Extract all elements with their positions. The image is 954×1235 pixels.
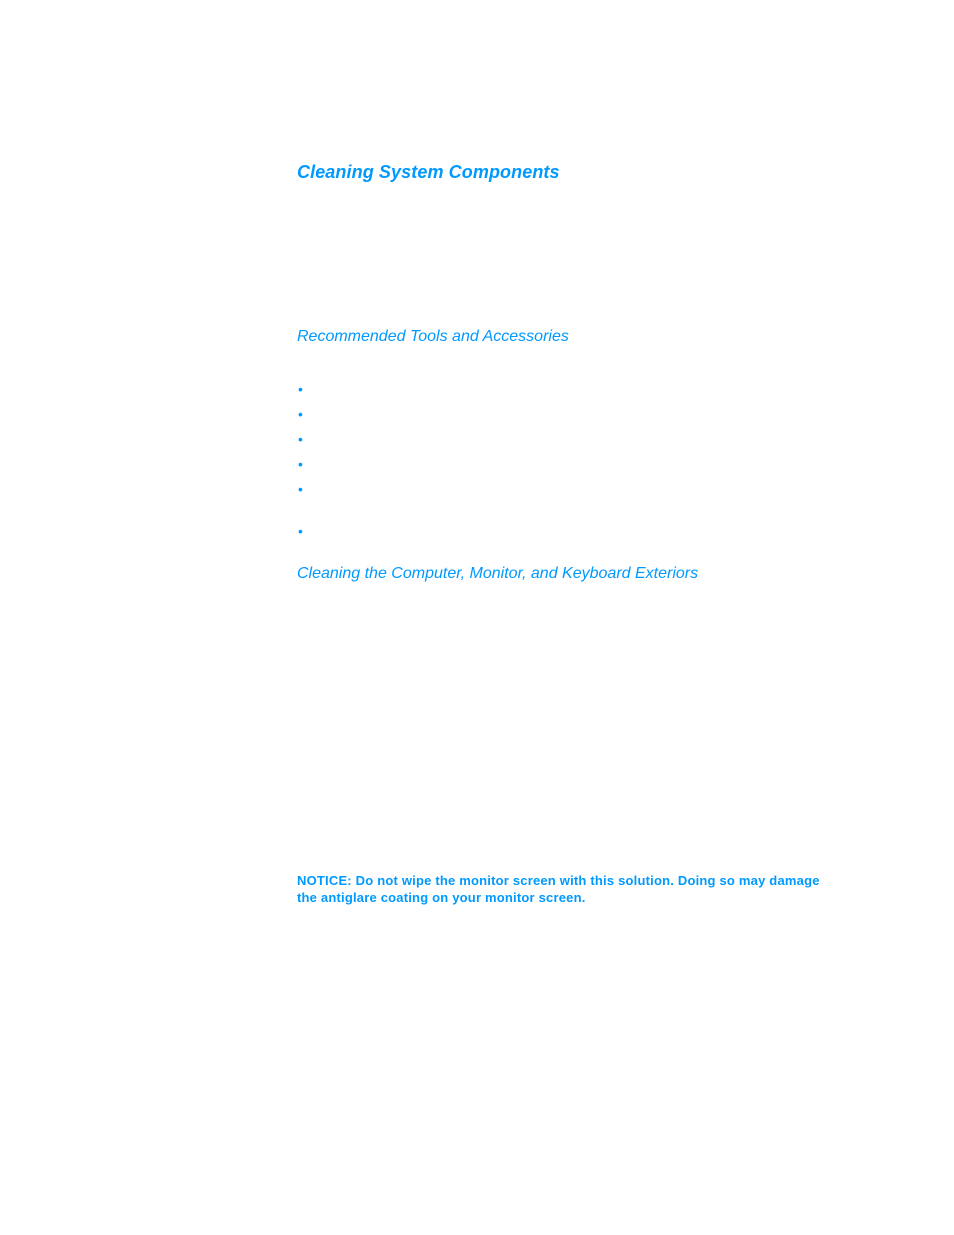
list-bullet: • xyxy=(298,406,303,422)
list-bullet: • xyxy=(298,456,303,472)
list-bullet: • xyxy=(298,431,303,447)
section-title: Cleaning System Components xyxy=(297,162,560,182)
list-bullet: • xyxy=(298,523,303,539)
list-bullet: • xyxy=(298,381,303,397)
subheading-recommended-tools: Recommended Tools and Accessories xyxy=(297,328,569,345)
notice-text: NOTICE: Do not wipe the monitor screen with this solution. Doing so may damage the antiglare coating on your monitor screen. xyxy=(297,873,820,905)
list-bullet: • xyxy=(298,481,303,497)
subheading-cleaning-exteriors: Cleaning the Computer, Monitor, and Keyboard Exteriors xyxy=(297,565,699,582)
